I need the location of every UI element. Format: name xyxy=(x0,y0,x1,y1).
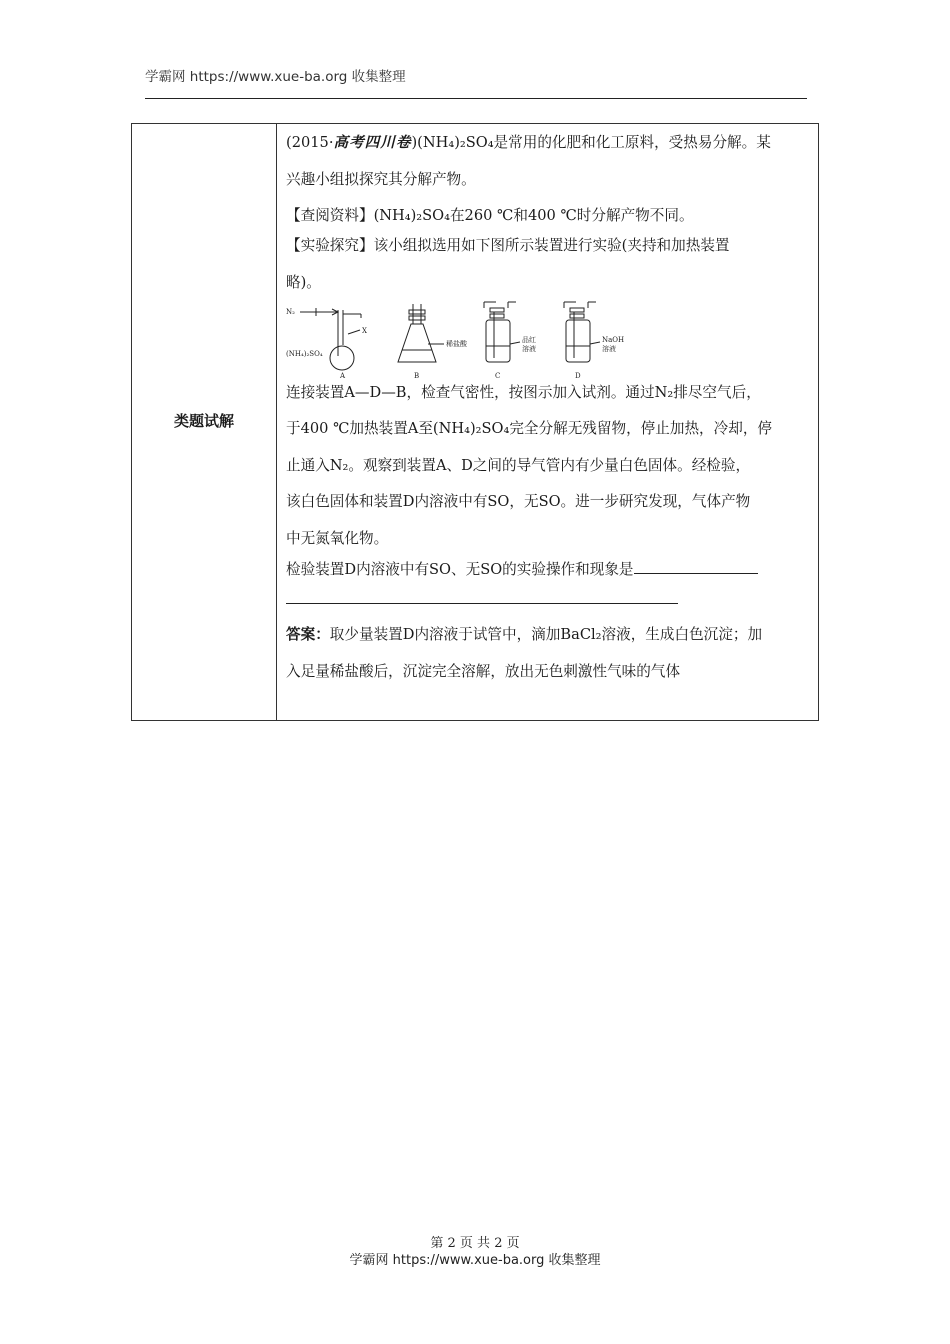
question-line: 该白色固体和装置D内溶液中有SO，无SO。进一步研究发现，气体产物 xyxy=(286,493,751,510)
reagent-b: 稀盐酸 xyxy=(446,339,467,348)
label-d: D xyxy=(575,371,581,380)
apparatus-figure xyxy=(286,300,814,380)
answer-blank xyxy=(286,586,678,604)
question-content xyxy=(286,130,814,695)
question-line: 兴趣小组拟探究其分解产物。 xyxy=(286,170,476,188)
x-label: X xyxy=(362,326,367,335)
column-divider xyxy=(276,124,277,720)
question-intro xyxy=(286,130,814,167)
question-line: 中无氮氧化物。 xyxy=(286,529,389,547)
question-line: 【查阅资料】(NH₄)₂SO₄在260 ℃和400 ℃时分解产物不同。 xyxy=(286,207,694,224)
answer-text: 取少量装置D内溶液于试管中，滴加BaCl₂溶液，生成白色沉淀；加 xyxy=(329,626,763,643)
question-line: 止通入N₂。观察到装置A、D之间的导气管内有少量白色固体。经检验， xyxy=(286,456,751,474)
label-a: A xyxy=(340,371,346,380)
source-year: (2015· xyxy=(286,134,334,151)
flask-label: (NH₄)₂SO₄ xyxy=(286,349,323,358)
question-line: 【实验探究】该小组拟选用如下图所示装置进行实验(夹持和加热装置 xyxy=(286,237,730,254)
reagent-d-1: NaOH xyxy=(602,335,625,344)
apparatus-diagram xyxy=(286,300,626,380)
page-number: 第 2 页 共 2 页 xyxy=(430,1236,520,1251)
row-label: 类题试解 xyxy=(173,412,234,430)
question-line: 于400 ℃加热装置A至(NH₄)₂SO₄完全分解无残留物，停止加热，冷却，停 xyxy=(286,420,773,437)
reagent-c-1: 品红 xyxy=(522,335,536,344)
answer-label: 答案： xyxy=(286,626,330,643)
intro-text: )(NH₄)₂SO₄是常用的化肥和化工原料，受热易分解。某 xyxy=(411,134,771,151)
exercise-table xyxy=(131,123,819,721)
answer-blank xyxy=(634,556,758,574)
question-prompt xyxy=(286,556,814,586)
question-line: 连接装置A—D—B，检查气密性，按图示加入试剂。通过N₂排尽空气后， xyxy=(286,383,761,401)
reagent-c-2: 溶液 xyxy=(522,344,536,353)
source-name: 高考四川卷 xyxy=(333,134,412,151)
label-b: B xyxy=(414,371,420,380)
label-c: C xyxy=(495,371,501,380)
prompt-text: 检验装置D内溶液中有SO、无SO的实验操作和现象是 xyxy=(286,560,634,578)
page-header: 学霸网 https://www.xue-ba.org 收集整理 xyxy=(145,69,406,85)
n2-label: N₂ xyxy=(286,307,295,316)
page-footer: 学霸网 https://www.xue-ba.org 收集整理 xyxy=(349,1253,601,1268)
answer-line: 入足量稀盐酸后，沉淀完全溶解，放出无色刺激性气味的气体 xyxy=(286,662,681,680)
question-line: 略)。 xyxy=(286,273,321,291)
answer-blank-line xyxy=(286,586,814,623)
header-rule xyxy=(145,98,807,99)
answer-line xyxy=(286,622,814,659)
reagent-d-2: 溶液 xyxy=(602,344,616,353)
